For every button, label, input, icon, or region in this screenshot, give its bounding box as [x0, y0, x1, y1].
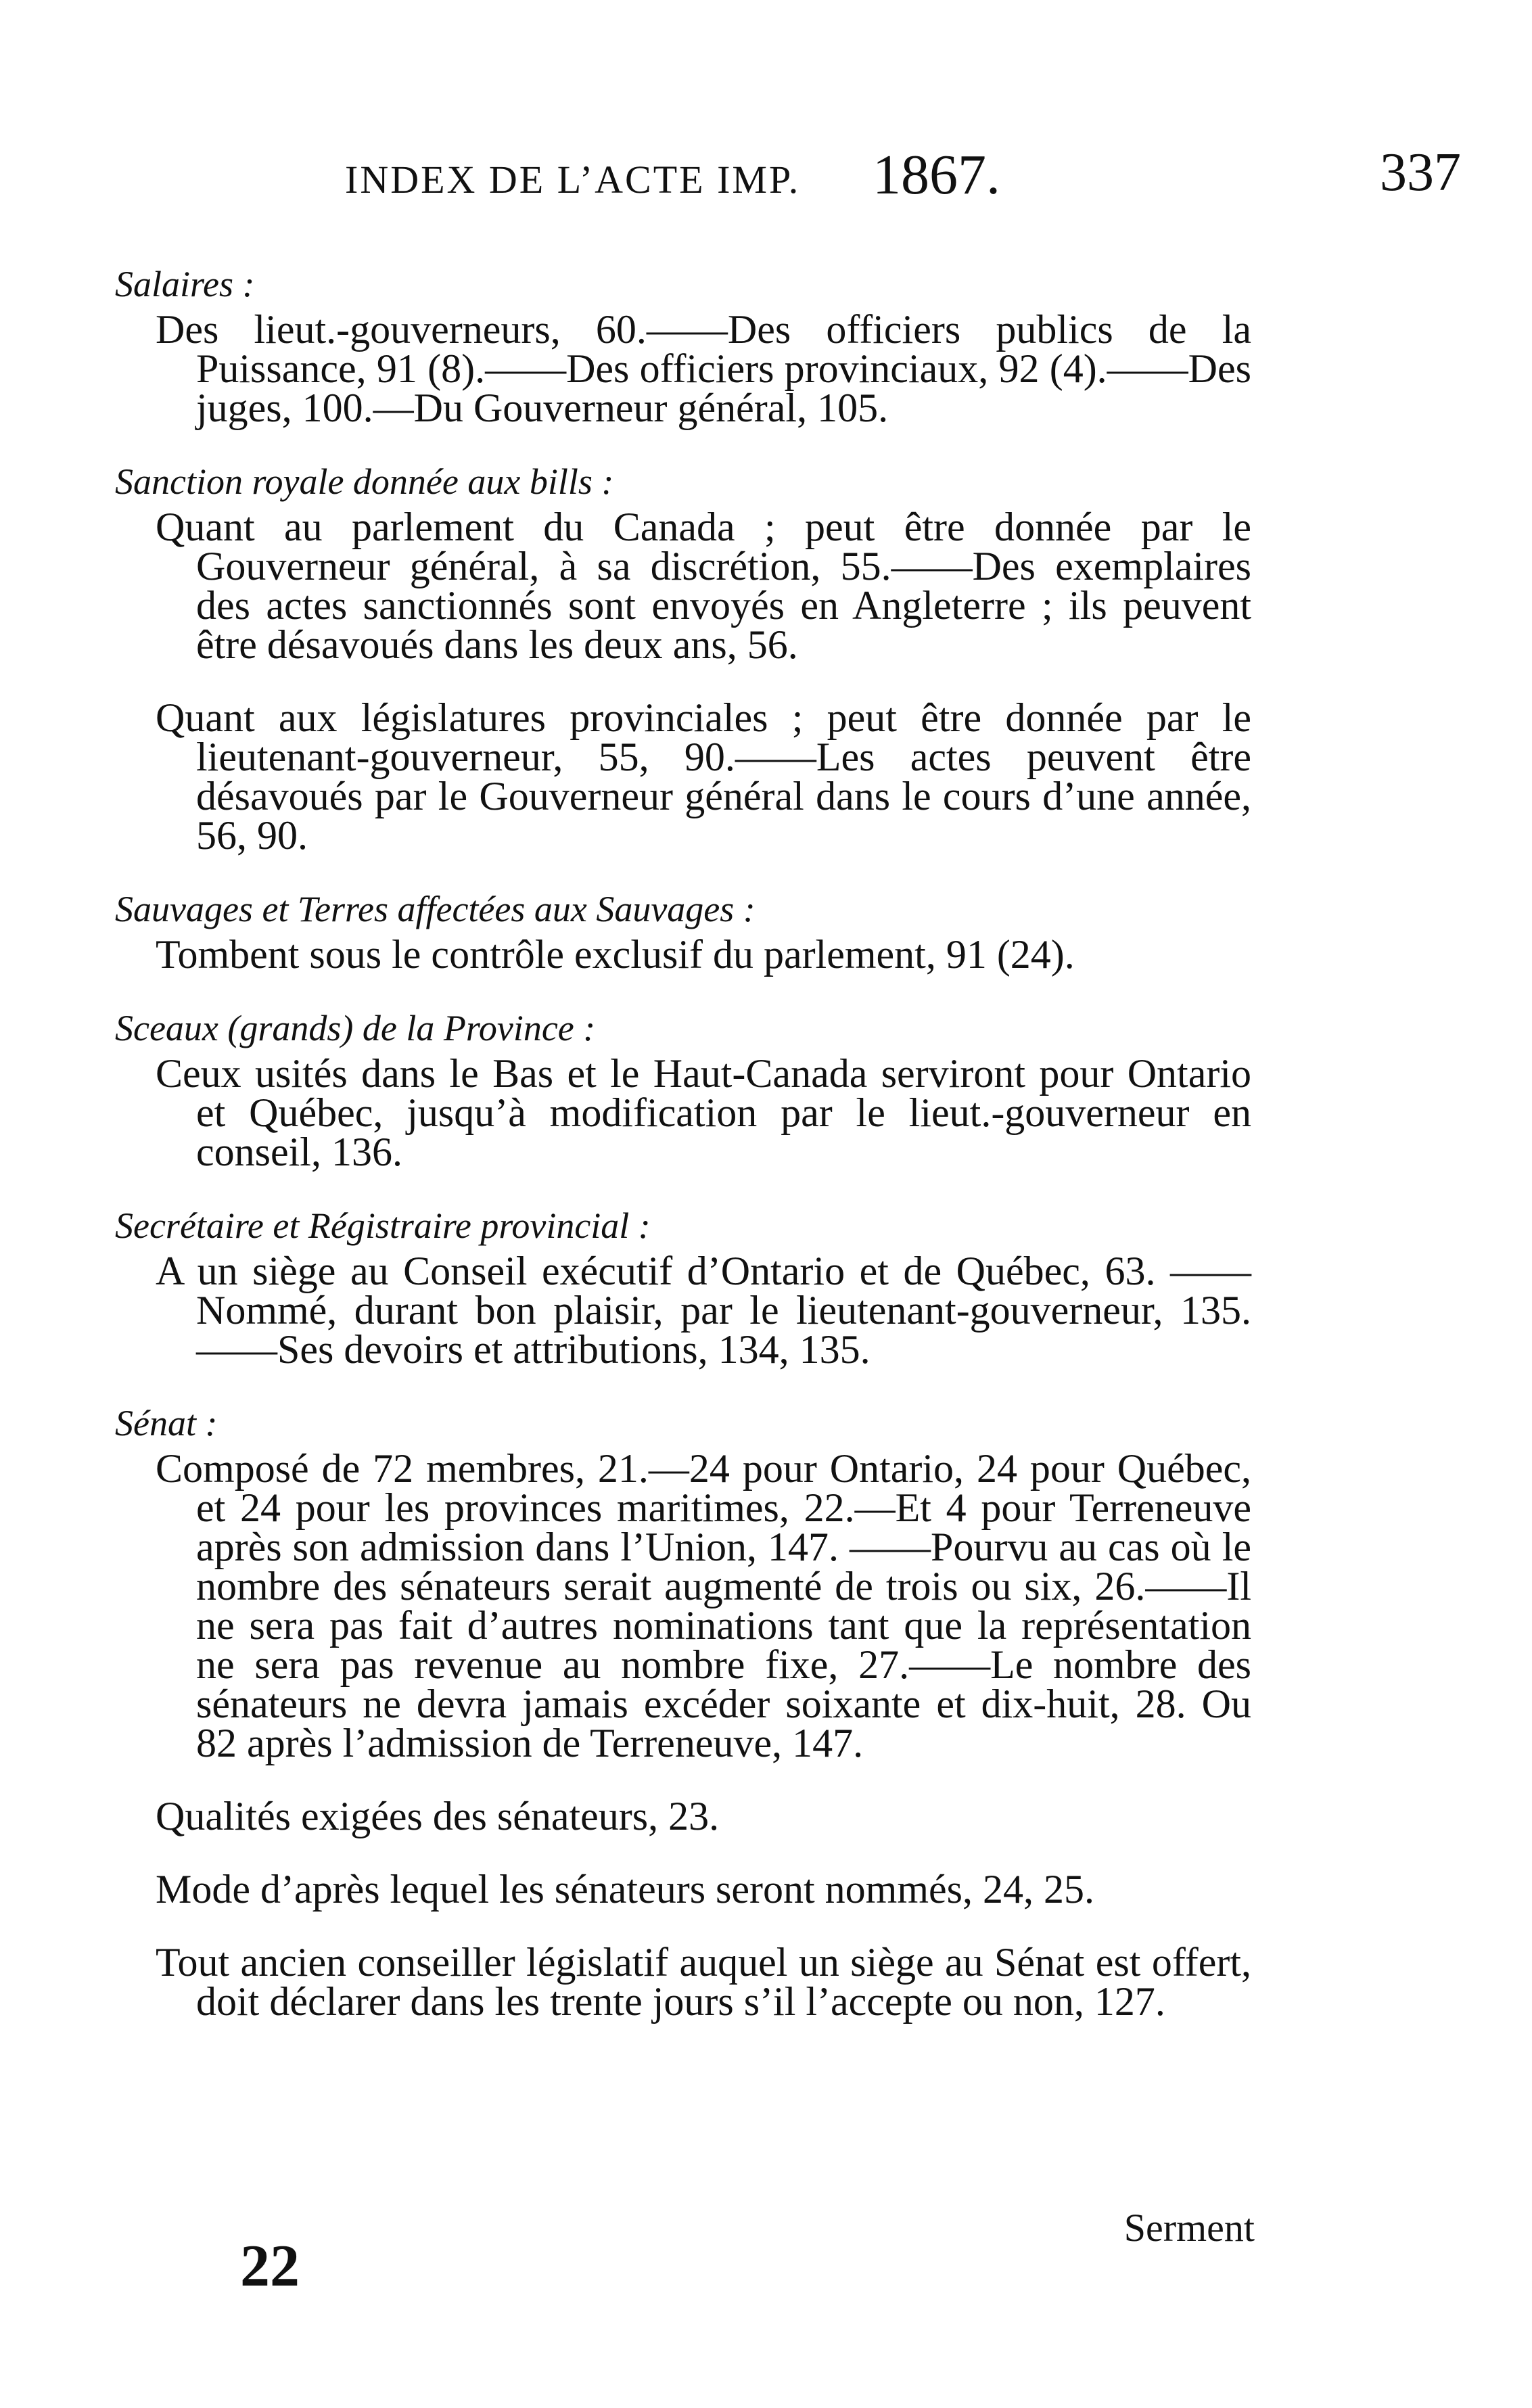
index-entry-secretaire — [115, 1205, 1251, 1372]
index-entry-salaires — [115, 264, 1251, 430]
running-header — [115, 142, 1461, 216]
signature-mark: 22 — [240, 2233, 300, 2299]
entry-paragraph: Quant au parlement du Canada ; peut être donnée par le Gouverneur général, à sa discrétion, 55.——Des exemplaires des actes sanctionnés sont envoyés en Angleterre ; ils peuvent être désavoués dans les deux ans, 56. — [156, 505, 1251, 667]
page-number: 337 — [1380, 143, 1461, 202]
running-title: INDEX DE L’ACTE IMP. — [345, 158, 801, 202]
entry-heading: Secrétaire et Régistraire provincial : — [115, 1205, 651, 1246]
catchword: Serment — [1123, 2206, 1255, 2250]
entry-paragraph: Composé de 72 membres, 21.—24 pour Ontario, 24 pour Québec, et 24 pour les provinces maritimes, 22.—Et 4 pour Terreneuve après son admission dans l’Union, 147. ——Pourvu au cas où le nombre des sénateurs serait augmenté de trois ou six, 26.——Il ne sera pas fait d’autres nominations tant que la représentation ne sera pas revenue au nombre fixe, 27.——Le nombre des sénateurs ne devra jamais excéder soixante et dix-huit, 28. Ou 82 après l’admission de Terreneuve, 147. — [156, 1446, 1251, 1765]
entry-heading: Sénat : — [115, 1403, 218, 1443]
entry-heading: Sceaux (grands) de la Province : — [115, 1008, 596, 1048]
entry-heading: Salaires : — [115, 264, 255, 304]
running-year: 1867. — [873, 143, 1000, 206]
entry-paragraph: Quant aux législatures provinciales ; peut être donnée par le lieutenant-gouverneur, 55, 90.——Les actes peuvent être désavoués par le Gouverneur général dans le cours d’une année, 56, 90. — [156, 695, 1251, 858]
entry-heading: Sauvages et Terres affectées aux Sauvages : — [115, 889, 756, 929]
entry-heading: Sanction royale donnée aux bills : — [115, 461, 614, 502]
entry-paragraph: Ceux usités dans le Bas et le Haut-Canada serviront pour Ontario et Québec, jusqu’à modification par le lieut.-gouverneur en conseil, 136. — [156, 1051, 1251, 1174]
entry-paragraph: Tout ancien conseiller législatif auquel un siège au Sénat est offert, doit déclarer dans les trente jours s’il l’accepte ou non, 127. — [156, 1940, 1251, 2024]
index-entry-senat — [115, 1403, 1251, 2024]
index-entry-sauvages — [115, 889, 1251, 977]
entry-paragraph: Tombent sous le contrôle exclusif du parlement, 91 (24). — [156, 932, 1075, 977]
index-entry-sceaux — [115, 1008, 1251, 1172]
entry-paragraph: A un siège au Conseil exécutif d’Ontario et de Québec, 63. ——Nommé, durant bon plaisir, par le lieutenant-gouverneur, 135.——Ses devoirs et attributions, 134, 135. — [156, 1249, 1251, 1372]
entry-paragraph: Des lieut.-gouverneurs, 60.——Des officiers publics de la Puissance, 91 (8).——Des officiers provinciaux, 92 (4).——Des juges, 100.—Du Gouverneur général, 105. — [156, 307, 1251, 430]
entry-paragraph: Qualités exigées des sénateurs, 23. — [156, 1794, 720, 1838]
entry-paragraph: Mode d’après lequel les sénateurs seront nommés, 24, 25. — [156, 1867, 1094, 1912]
index-entry-sanction-royale — [115, 461, 1251, 858]
index-content — [115, 264, 1251, 2048]
